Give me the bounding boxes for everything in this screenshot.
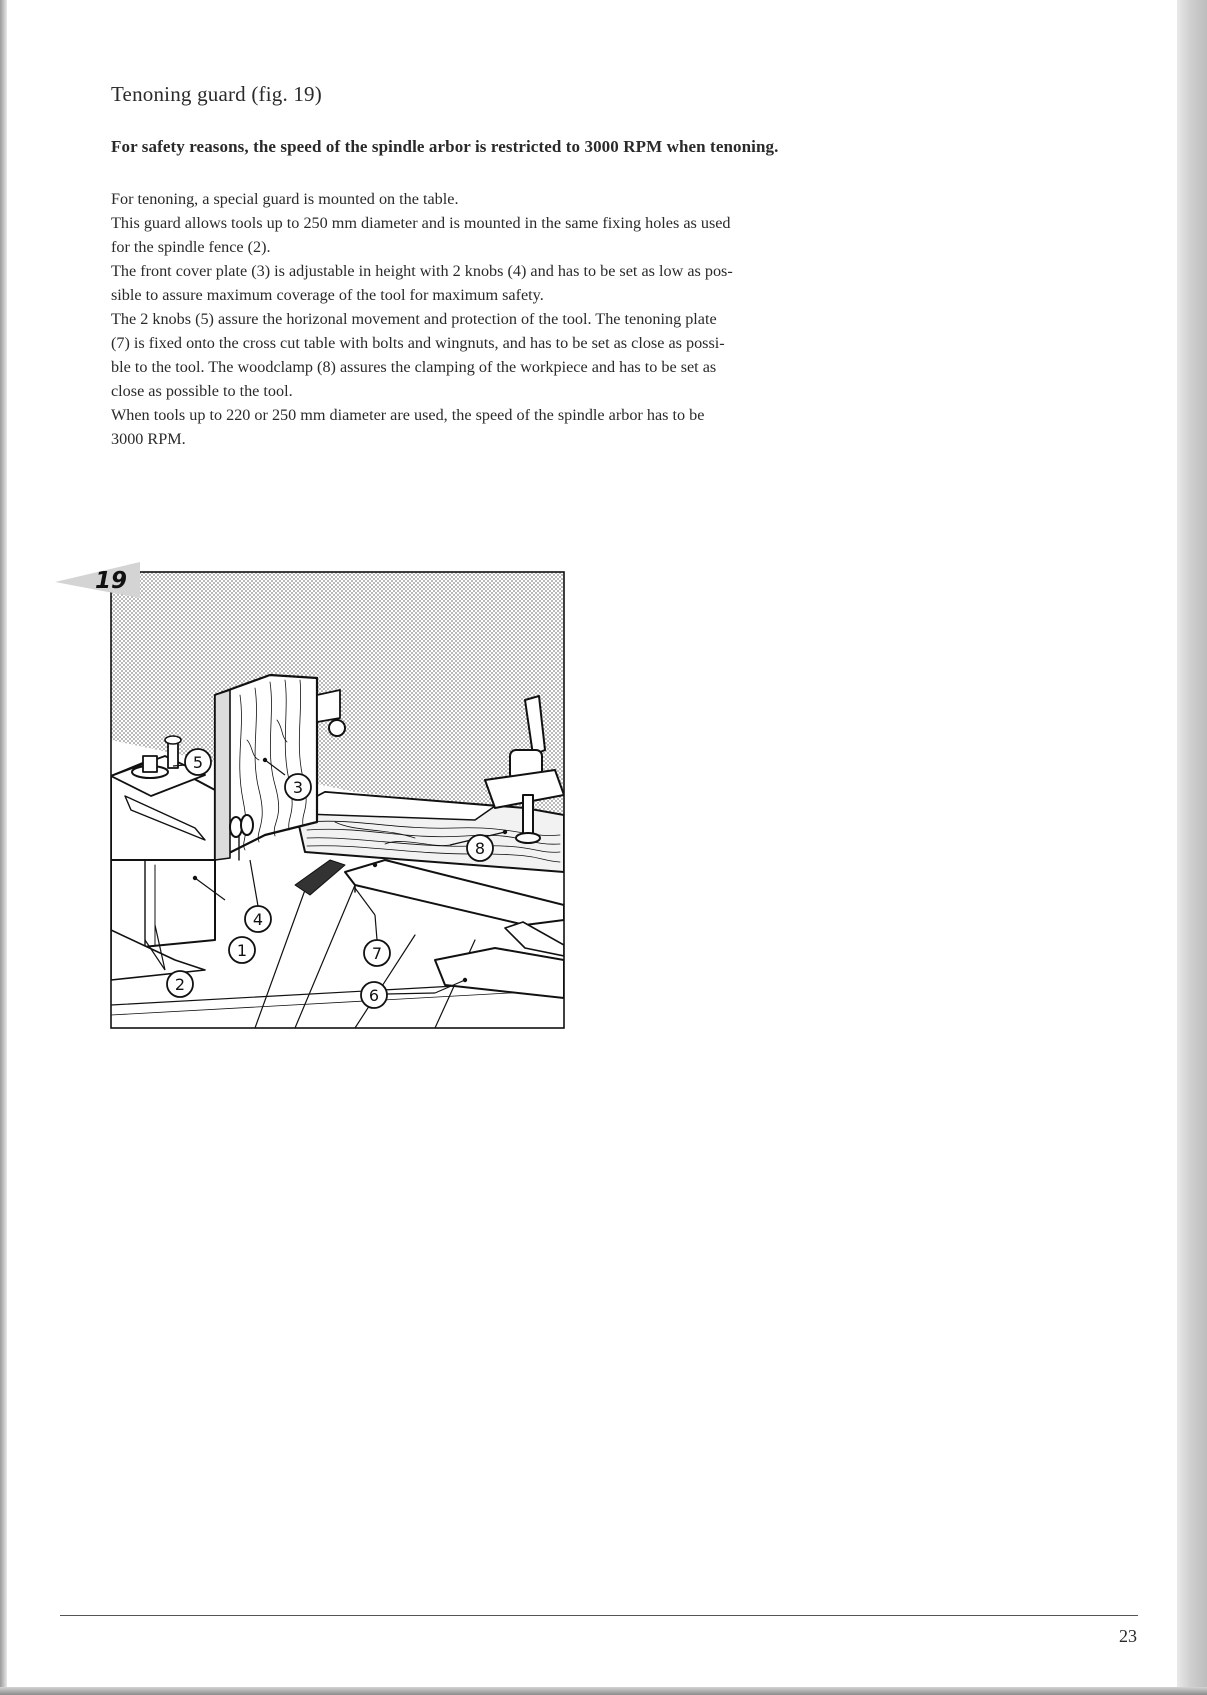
callout-2: [167, 971, 193, 997]
figure-number: 19: [95, 568, 128, 594]
callout-1-label: 1: [236, 941, 248, 960]
paragraph: When tools up to 220 or 250 mm diameter are used, the speed of the spindle arbor has to be 3000 RPM.: [111, 406, 705, 448]
paragraph: The front cover plate (3) is adjustable in height with 2 knobs (4) and has to be set as low as pos- sible to assure maximum coverage of the tool for maximum safety.: [111, 262, 733, 304]
callout-7: [364, 940, 390, 966]
page-binding-edge: [0, 0, 7, 1695]
callout-2-label: 2: [174, 975, 186, 994]
callout-5-label: 5: [192, 753, 204, 772]
callout-6-label: 6: [368, 986, 380, 1005]
figure-19: [55, 560, 585, 1032]
page-right-edge: [1177, 0, 1207, 1695]
callout-1: [229, 937, 255, 963]
callout-7-label: 7: [371, 944, 383, 963]
tenoning-guard-illustration: [55, 560, 585, 1032]
paragraph: This guard allows tools up to 250 mm diameter and is mounted in the same fixing holes as used for the spindle fence (2).: [111, 214, 731, 256]
callout-4: [245, 906, 271, 932]
callout-8-label: 8: [474, 839, 486, 858]
callout-8: [467, 835, 493, 861]
body-text: [111, 187, 911, 451]
section-title: Tenoning guard (fig. 19): [111, 82, 322, 106]
page-number: 23: [1119, 1626, 1137, 1646]
callout-6: [361, 982, 387, 1008]
page-bottom-edge: [0, 1687, 1207, 1695]
callout-3: [285, 774, 311, 800]
callout-3-label: 3: [292, 778, 304, 797]
paragraph: The 2 knobs (5) assure the horizonal movement and protection of the tool. The tenoning plate (7) is fixed onto the cross cut table with bolts and wingnuts, and has to be set as close as possi- ble to the tool. The woodclamp (8) assures the clamping of the workpiece and has to be set as close as possible to the tool.: [111, 310, 725, 400]
callout-4-label: 4: [252, 910, 264, 929]
safety-note: For safety reasons, the speed of the spindle arbor is restricted to 3000 RPM when tenoning.: [111, 137, 779, 156]
footer-rule: [60, 1615, 1138, 1616]
callout-5: [185, 749, 211, 775]
paragraph: For tenoning, a special guard is mounted on the table.: [111, 190, 459, 208]
